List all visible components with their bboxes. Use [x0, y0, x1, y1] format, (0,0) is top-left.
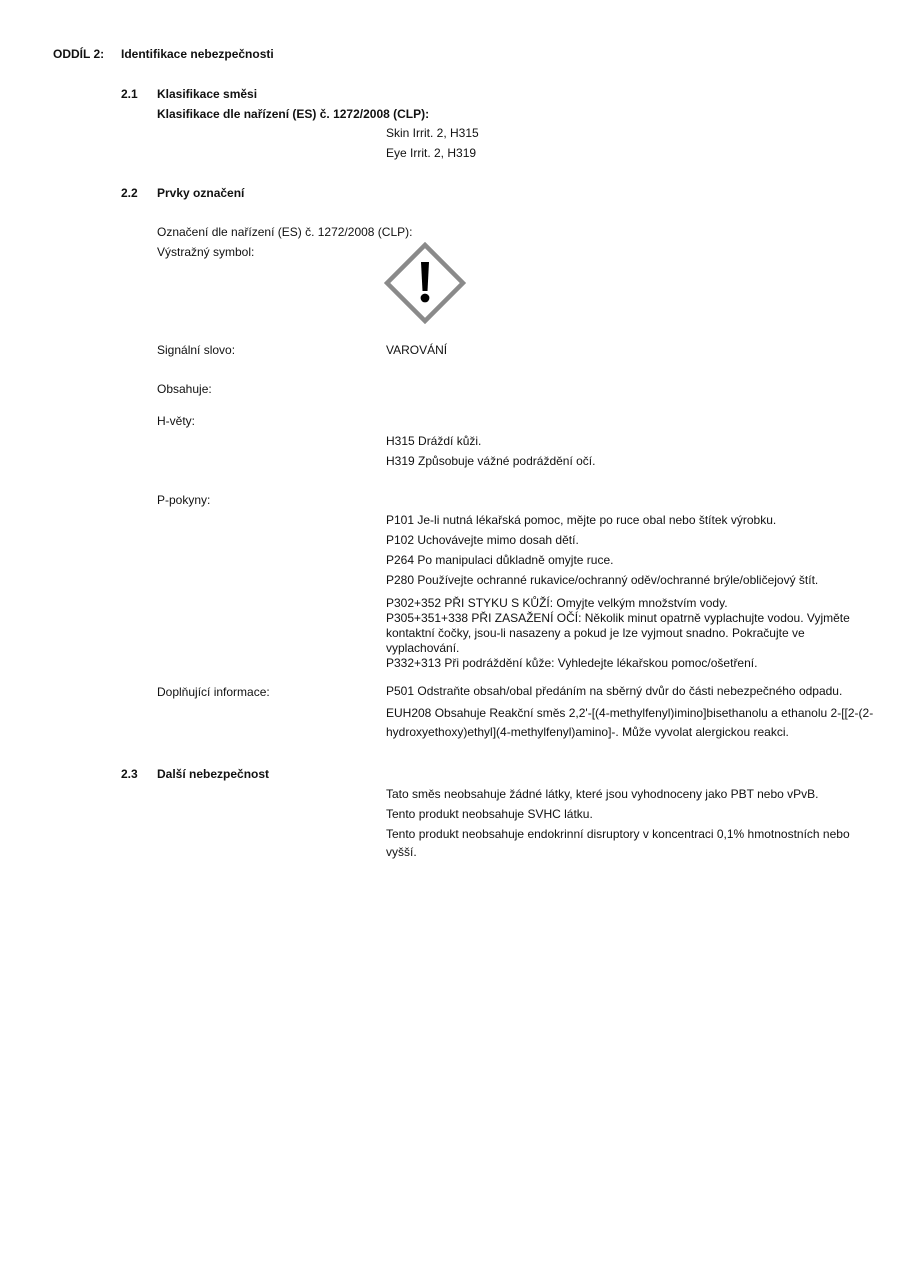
- h-statement: H315 Dráždí kůži.: [386, 434, 482, 448]
- subsection-title-2-3: Další nebezpečnost: [157, 767, 270, 781]
- p-statement-line: P332+313 Při podráždění kůže: Vyhledejte lékařskou pomoc/ošetření.: [386, 656, 758, 670]
- h-statements-label: H-věty:: [157, 414, 196, 428]
- euh-statement: [386, 706, 873, 740]
- other-hazard-line: vyšší.: [386, 845, 417, 859]
- p-statement: P102 Uchovávejte mimo dosah dětí.: [386, 533, 579, 547]
- p-statement-block: [386, 596, 850, 671]
- hazard-symbol-label: Výstražný symbol:: [157, 245, 255, 259]
- p-statement: P264 Po manipulaci důkladně omyjte ruce.: [386, 553, 614, 567]
- subsection-number-2-3: 2.3: [121, 767, 138, 781]
- clp-classification-heading: Klasifikace dle nařízení (ES) č. 1272/2008 (CLP):: [157, 107, 430, 121]
- subsection-title-2-1: Klasifikace směsi: [157, 87, 258, 101]
- other-hazard-item: Tento produkt neobsahuje SVHC látku.: [386, 807, 593, 821]
- other-hazard-item: [386, 827, 850, 860]
- p-statement-line: kontaktní čočky, jsou-li nasazeny a pokud je lze vyjmout snadno. Pokračujte ve: [386, 626, 805, 640]
- h-statement: H319 Způsobuje vážné podráždění očí.: [386, 454, 596, 468]
- ghs07-exclamation-mark-icon: [384, 242, 466, 324]
- contains-label: Obsahuje:: [157, 382, 212, 396]
- other-hazard-item: Tato směs neobsahuje žádné látky, které jsou vyhodnoceny jako PBT nebo vPvB.: [386, 787, 819, 801]
- other-hazard-line: Tento produkt neobsahuje endokrinní disruptory v koncentraci 0,1% hmotnostních nebo: [386, 827, 850, 841]
- euh-statement-line: hydroxyethoxy)ethyl](4-methylfenyl)amino]-. Může vyvolat alergickou reakci.: [386, 725, 789, 739]
- subsection-number-2-1: 2.1: [121, 87, 138, 101]
- section-label: ODDÍL 2:: [53, 47, 105, 61]
- p-statement-line: P302+352 PŘI STYKU S KŮŽÍ: Omyjte velkým množstvím vody.: [386, 596, 728, 610]
- p-statement-line: vyplachování.: [386, 641, 460, 655]
- subsection-number-2-2: 2.2: [121, 186, 138, 200]
- p-statement-line: P305+351+338 PŘI ZASAŽENÍ OČÍ: Několik minut opatrně vyplachujte vodou. Vyjměte: [386, 611, 850, 625]
- classification-item: Eye Irrit. 2, H319: [386, 146, 477, 160]
- euh-statement-line: EUH208 Obsahuje Reakční směs 2,2'-[(4-methylfenyl)imino]bisethanolu a ethanolu 2-[[2-(2-: [386, 706, 874, 720]
- p-statement: P501 Odstraňte obsah/obal předáním na sběrný dvůr do části nebezpečného odpadu.: [386, 684, 843, 698]
- classification-item: Skin Irrit. 2, H315: [386, 126, 479, 140]
- p-statements-label: P-pokyny:: [157, 493, 211, 507]
- signal-word-label: Signální slovo:: [157, 343, 236, 357]
- p-statement: P101 Je-li nutná lékařská pomoc, mějte po ruce obal nebo štítek výrobku.: [386, 513, 777, 527]
- p-statement: P280 Používejte ochranné rukavice/ochranný oděv/ochranné brýle/obličejový štít.: [386, 573, 819, 587]
- subsection-title-2-2: Prvky označení: [157, 186, 245, 200]
- section-title: Identifikace nebezpečnosti: [121, 47, 274, 61]
- supplementary-info-label: Doplňující informace:: [157, 685, 270, 699]
- signal-word-value: VAROVÁNÍ: [386, 343, 448, 357]
- clp-labelling-label: Označení dle nařízení (ES) č. 1272/2008 (CLP):: [157, 225, 413, 239]
